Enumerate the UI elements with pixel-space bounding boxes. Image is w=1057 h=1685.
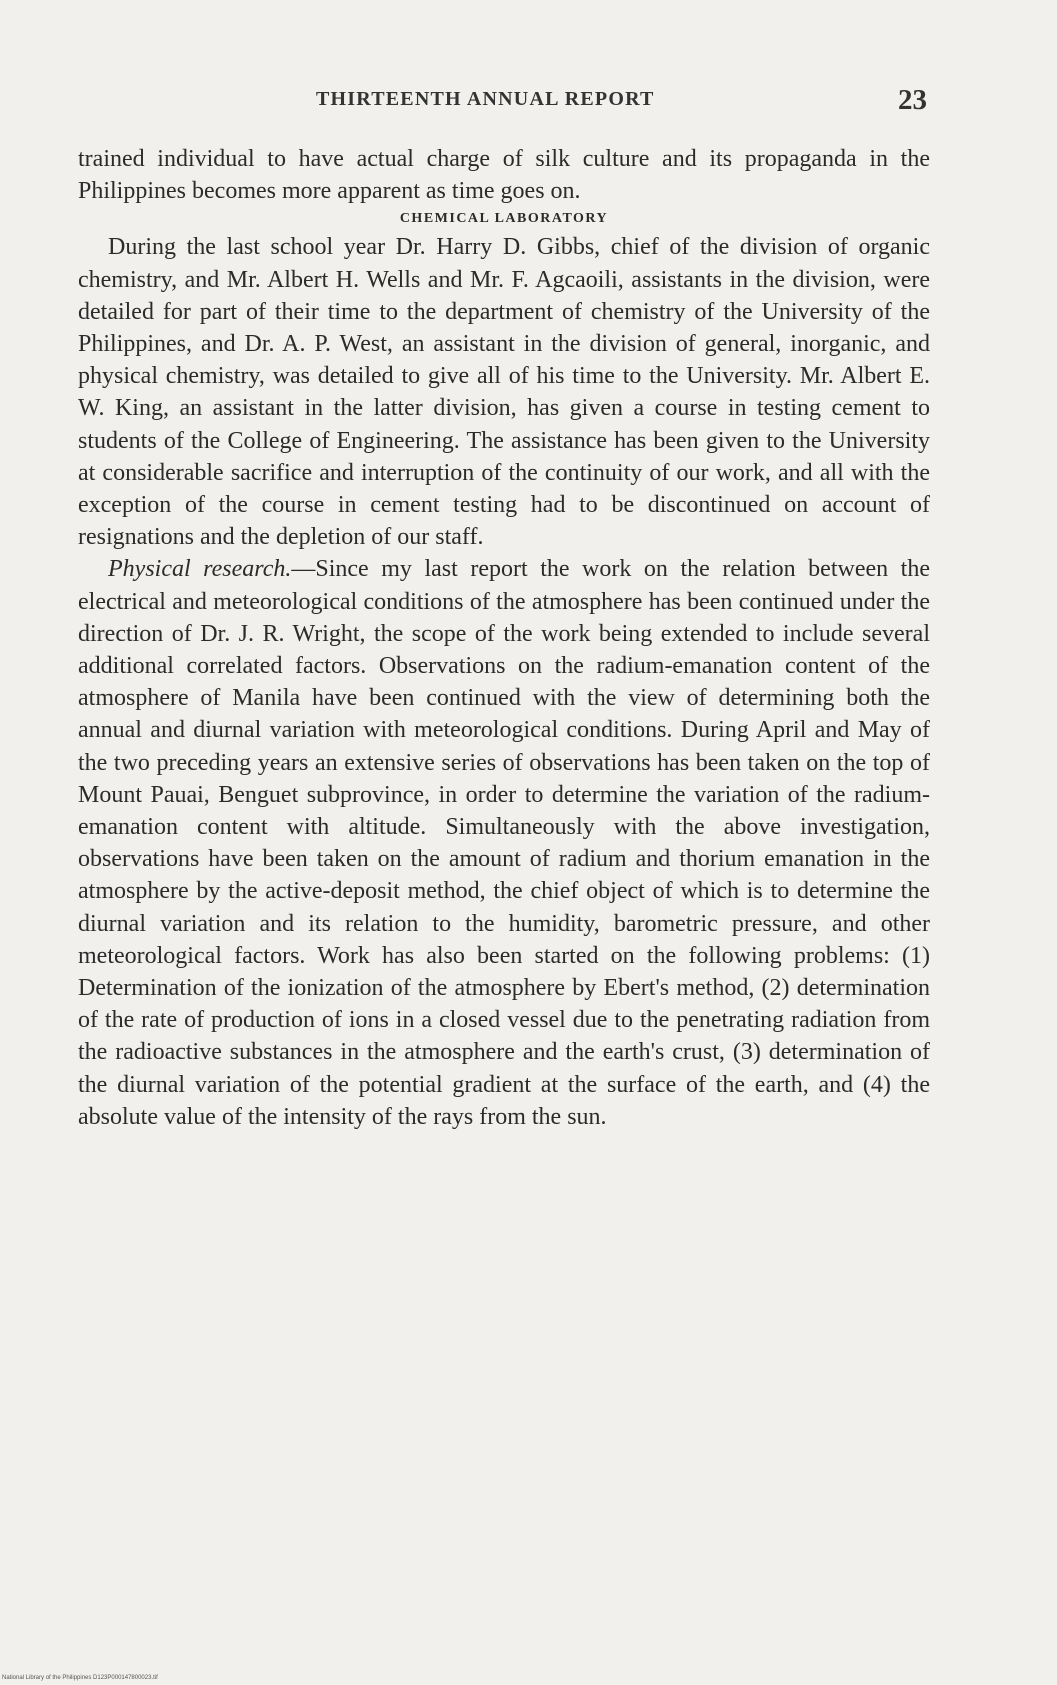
continuation-paragraph: trained individual to have actual charge of silk culture and its propaganda in the Philippines becomes more apparent as time goes on. xyxy=(78,146,930,205)
running-head-title: THIRTEENTH ANNUAL REPORT xyxy=(316,88,655,110)
paragraph-physical-research xyxy=(78,553,930,1133)
run-in-heading: Physical research. xyxy=(108,556,292,583)
scan-footer-note: National Library of the Philippines D123P000147800023.tif xyxy=(2,1675,158,1681)
section-heading: CHEMICAL LABORATORY xyxy=(399,211,609,227)
page-number: 23 xyxy=(898,84,927,116)
paragraph-physical-research-text: —Since my last report the work on the relation between the electrical and meteorological conditions of the atmosphere has been continued under the direction of Dr. J. R. Wright, the scope of the work being extended to include several additional correlated factors. Observations on the radium-emanation content of the atmosphere of Manila have been continued with the view of determining both the annual and diurnal variation with meteorological conditions. During April and May of the two preceding years an extensive series of observations has been taken on the top of Mount Pauai, Benguet subprovince, in order to determine the variation of the radium-emanation content with altitude. Simultaneously with the above investigation, observations have been taken on the amount of radium and thorium emanation in the atmosphere by the active-deposit method, the chief object of which is to determine the diurnal variation and its relation to the humidity, barometric pressure, and other meteorological factors. Work has also been started on the following problems: (1) Determination of the ionization of the atmosphere by Ebert's method, (2) determination of the rate of production of ions in a closed vessel due to the penetrating radiation from the radioactive substances in the atmosphere and the earth's crust, (3) determination of the diurnal variation of the potential gradient at the surface of the earth, and (4) the absolute value of the intensity of the rays from the sun. xyxy=(78,556,930,1130)
paragraph-chemical-laboratory: During the last school year Dr. Harry D. Gibbs, chief of the division of organic chemistry, and Mr. Albert H. Wells and Mr. F. Agcaoili, assistants in the division, were detailed for part of their time to the department of chemistry of the University of the Philippines, and Dr. A. P. West, an assistant in the division of general, inorganic, and physical chemistry, was detailed to give all of his time to the University. Mr. Albert E. W. King, an assistant in the latter division, has given a course in testing cement to students of the College of Engineering. The assistance has been given to the University at considerable sacrifice and interruption of the continuity of our work, and all with the exception of the course in cement testing had to be discontinued on account of resignations and the depletion of our staff. xyxy=(78,234,930,551)
body-text xyxy=(78,143,930,1133)
